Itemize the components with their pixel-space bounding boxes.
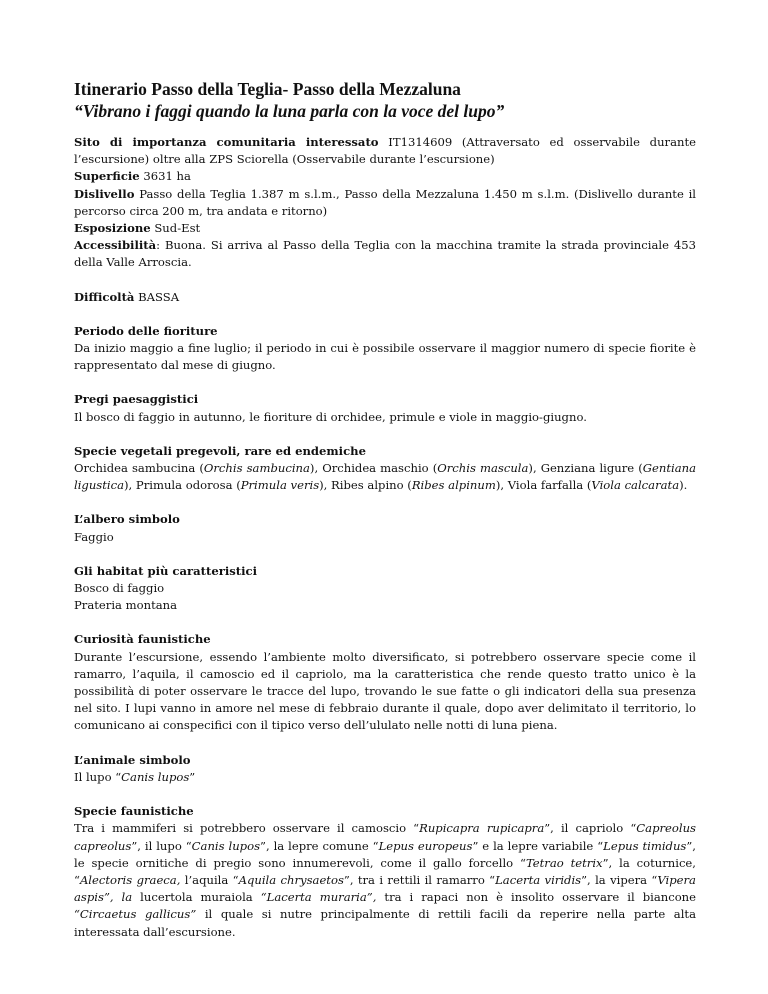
accessibilita-text: : Buona. Si arriva al Passo della Teglia con la macchina tramite la strada provinciale 453 della Valle Arroscia. xyxy=(74,238,696,270)
animale-heading: L’animale simbolo xyxy=(74,752,191,767)
section-superficie xyxy=(74,168,696,185)
fioriture-heading: Periodo delle fioriture xyxy=(74,323,218,338)
habitat-heading: Gli habitat più caratteristici xyxy=(74,563,257,578)
superficie-text: 3631 ha xyxy=(139,169,191,184)
habitat-item: Prateria montana xyxy=(74,598,178,613)
albero-text: Faggio xyxy=(74,529,114,544)
specie-faunistiche-heading: Specie faunistiche xyxy=(74,804,194,819)
difficolta-label: Difficoltà xyxy=(74,289,135,304)
section-accessibilita xyxy=(74,237,696,271)
section-difficolta xyxy=(74,289,696,306)
esposizione-text: Sud-Est xyxy=(150,221,201,236)
esposizione-label: Esposizione xyxy=(74,221,151,236)
dislivello-text: Passo della Teglia 1.387 m s.l.m., Passo della Mezzaluna 1.450 m s.l.m. (Dislivello durante il percorso circa 200 m, tra andata e ritorno) xyxy=(74,186,696,218)
animale-text: Il lupo “Canis lupos” xyxy=(74,769,196,784)
section-esposizione xyxy=(74,220,696,237)
curiosita-text: Durante l’escursione, essendo l’ambiente molto diversificato, si potrebbero osservare specie come il ramarro, l’aquila, il camoscio ed il capriolo, ma la caratteristica che rende questo tratto unico è la possibilità di poter osservare le tracce del lupo, trovando le sue fatte o gli indicatori della sua presenza nel sito. I lupi vanno in amore nel mese di febbraio durante il quale, dopo aver delimitato il territorio, lo comunicano ai conspecifici con il tipico verso dell’ululato nelle notti di luna piena. xyxy=(74,649,696,733)
section-sito xyxy=(74,134,696,168)
difficolta-text: BASSA xyxy=(134,289,180,304)
document-body xyxy=(74,134,696,941)
superficie-label: Superficie xyxy=(74,169,140,184)
accessibilita-label: Accessibilità xyxy=(74,238,157,253)
pregi-text: Il bosco di faggio in autunno, le fioriture di orchidee, primule e viole in maggio-giugno. xyxy=(74,409,587,424)
pregi-heading: Pregi paesaggistici xyxy=(74,392,199,407)
section-dislivello xyxy=(74,186,696,220)
sito-label: Sito di importanza comunitaria interessato xyxy=(74,135,379,149)
specie-vegetali-heading: Specie vegetali pregevoli, rare ed endemiche xyxy=(74,443,366,458)
specie-vegetali-text: Orchidea sambucina (Orchis sambucina), Orchidea maschio (Orchis mascula), Genziana ligure (Gentiana ligustica), Primula odorosa (Primula veris), Ribes alpino (Ribes alpinum), Viola farfalla (Viola calcarata). xyxy=(74,461,696,493)
curiosita-heading: Curiosità faunistiche xyxy=(74,632,211,647)
habitat-item: Bosco di faggio xyxy=(74,581,165,596)
fioriture-text: Da inizio maggio a fine luglio; il periodo in cui è possibile osservare il maggior numero di specie fiorite è rappresentato dal mese di giugno. xyxy=(74,341,696,373)
dislivello-label: Dislivello xyxy=(74,186,135,201)
document-title: Itinerario Passo della Teglia- Passo della Mezzaluna xyxy=(74,79,461,99)
albero-heading: L’albero simbolo xyxy=(74,512,180,527)
sito-text: IT1314609 (Attraversato ed osservabile durante l’escursione) oltre alla ZPS Sciorella (Osservabile durante l’escursione) xyxy=(74,135,696,167)
document-subtitle: “Vibrano i faggi quando la luna parla con la voce del lupo” xyxy=(74,101,505,121)
specie-faunistiche-text: Tra i mammiferi si potrebbero osservare il camoscio “Rupicapra rupicapra”, il capriolo “Capreolus capreolus”, il lupo “Canis lupos”, la lepre comune “Lepus europeus” e la lepre variabile “Lepus timidus”, le specie ornitiche di pregio sono innumerevoli, come il gallo forcello “Tetrao tetrix”, la coturnice, “Alectoris graeca, l’aquila “Aquila chrysaetos”, tra i rettili il ramarro “Lacerta viridis”, la vipera “Vipera aspis”, la lucertola muraiola “Lacerta muraria”, tra i rapaci non è insolito osservare il biancone “Circaetus gallicus” il quale si nutre principalmente di rettili facili da reperire nella parte alta interessata dall’escursione. xyxy=(74,821,697,939)
